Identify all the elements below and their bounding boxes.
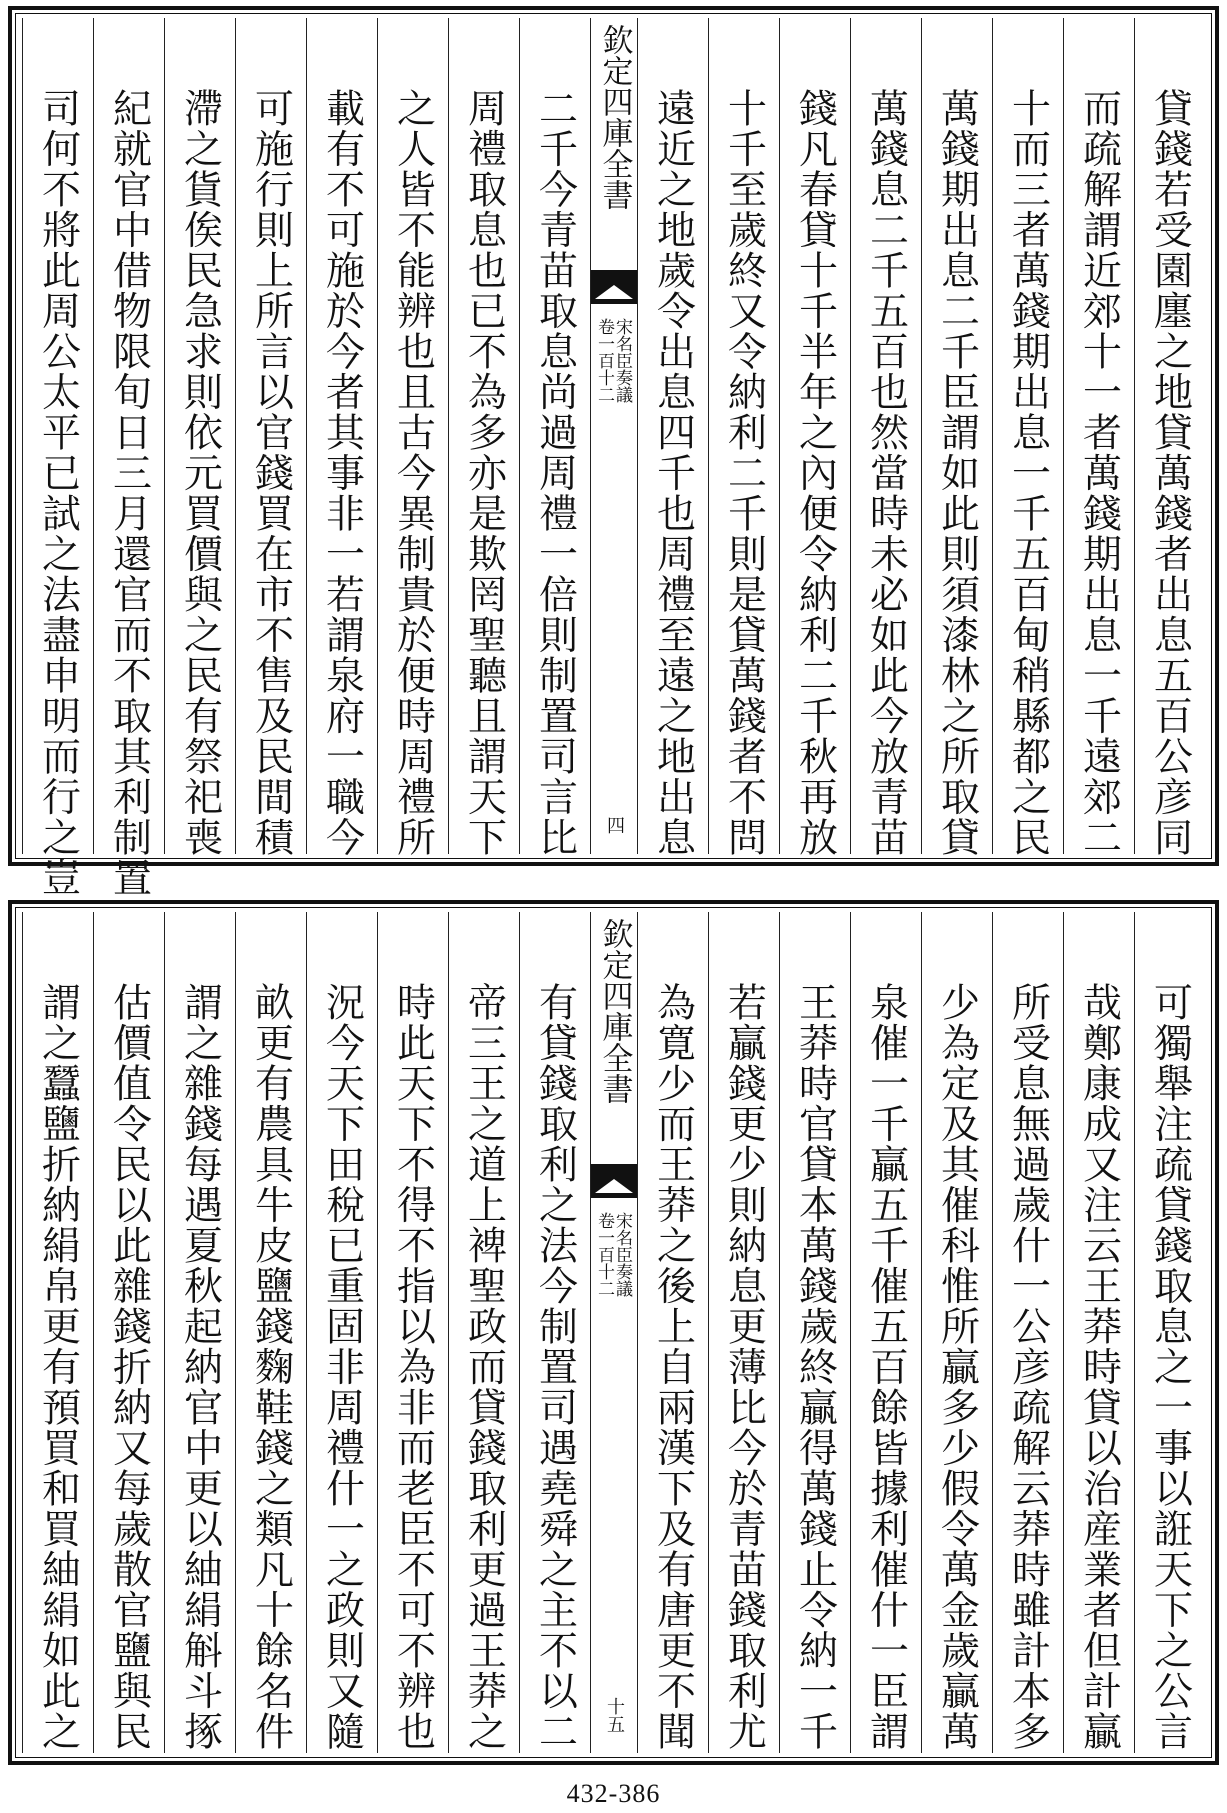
column-text: 十而三者萬錢期出息一千五百甸稍縣都之民 xyxy=(1005,88,1051,858)
text-column xyxy=(708,18,779,858)
upper-leaf xyxy=(8,6,1219,898)
column-text: 錢凡春貸十千半年之內便令納利二千秋再放 xyxy=(792,88,838,858)
text-column xyxy=(921,18,992,858)
lower-leaf xyxy=(8,900,1219,1765)
column-text: 周禮取息也已不為多亦是欺罔聖聽且謂天下 xyxy=(461,88,507,858)
column-text: 十千至歲終又令納利二千則是貸萬錢者不問 xyxy=(721,88,767,858)
collection-title: 宋名臣奏議 xyxy=(612,1212,632,1297)
text-column xyxy=(306,912,377,1753)
column-text: 謂之蠶鹽折納絹帛更有預買和買紬絹如此之 xyxy=(35,982,81,1752)
text-column xyxy=(164,912,235,1753)
text-column xyxy=(235,912,306,1753)
column-text: 哉鄭康成又注云王莽時貸以治産業者但計贏 xyxy=(1076,982,1122,1752)
fishtail-mark xyxy=(591,1164,637,1198)
text-column xyxy=(22,912,93,1753)
column-text: 二千今青苗取息尚過周禮一倍則制置司言比 xyxy=(532,88,578,858)
text-column xyxy=(1134,18,1205,858)
column-text: 況今天下田稅已重固非周禮什一之政則又隨 xyxy=(319,982,365,1752)
text-column xyxy=(235,18,306,858)
column-text: 遠近之地歲令出息四千也周禮至遠之地出息 xyxy=(650,88,696,858)
volume-number: 卷一百十二 xyxy=(594,318,614,403)
column-text: 可獨舉注疏貸錢取息之一事以誑天下之公言 xyxy=(1147,982,1193,1752)
column-text: 謂之雜錢每遇夏秋起納官中更以紬絹斛斗㧻 xyxy=(177,982,223,1752)
text-column xyxy=(1063,18,1134,858)
text-column xyxy=(377,18,448,858)
text-column xyxy=(377,912,448,1753)
text-column xyxy=(164,18,235,858)
text-column xyxy=(850,18,921,858)
column-text: 估價值令民以此雜錢折納又每歲散官鹽與民 xyxy=(106,982,152,1752)
text-column xyxy=(306,18,377,858)
column-text: 滯之貨俟民急求則依元買價與之民有祭祀喪 xyxy=(177,88,223,858)
collection-title: 宋名臣奏議 xyxy=(612,318,632,403)
column-text: 之人皆不能辨也且古今異制貴於便時周禮所 xyxy=(390,88,436,858)
column-text: 而疏解謂近郊十一者萬錢期出息一千遠郊二 xyxy=(1076,88,1122,858)
column-text: 時此天下不得不指以為非而老臣不可不辨也 xyxy=(390,982,436,1752)
center-margin-column xyxy=(590,912,637,1753)
text-column xyxy=(779,18,850,858)
column-text: 帝三王之道上裨聖政而貸錢取利更過王莽之 xyxy=(461,982,507,1752)
volume-number: 卷一百十二 xyxy=(594,1212,614,1297)
text-column xyxy=(93,18,164,898)
column-text: 泉催一千贏五千催五百餘皆據利催什一臣謂 xyxy=(863,982,909,1752)
text-column xyxy=(22,18,93,898)
lower-columns xyxy=(22,912,1205,1753)
text-column xyxy=(779,912,850,1753)
text-column xyxy=(992,18,1063,858)
text-column xyxy=(93,912,164,1753)
column-text: 萬錢息二千五百也然當時未必如此今放青苗 xyxy=(863,88,909,858)
column-text: 為寛少而王莽之後上自兩漢下及有唐更不聞 xyxy=(650,982,696,1752)
column-text: 少為定及其催科惟所贏多少假令萬金歲贏萬 xyxy=(934,982,980,1752)
text-column xyxy=(637,18,708,858)
book-title: 欽定四庫全書 xyxy=(596,24,633,210)
text-column xyxy=(519,18,590,858)
text-column xyxy=(448,912,519,1753)
column-text: 畝更有農具牛皮鹽錢麴鞋錢之類凡十餘名件 xyxy=(248,982,294,1752)
column-text: 若贏錢更少則納息更薄比今於青苗錢取利尤 xyxy=(721,982,767,1752)
text-column xyxy=(448,18,519,858)
upper-columns xyxy=(22,18,1205,898)
text-column xyxy=(637,912,708,1753)
text-column xyxy=(1063,912,1134,1753)
column-text: 紀就官中借物限旬日三月還官而不取其利制置 xyxy=(106,88,152,898)
column-text: 可施行則上所言以官錢買在市不售及民間積 xyxy=(248,88,294,858)
column-text: 載有不可施於今者其事非一若謂泉府一職今 xyxy=(319,88,365,858)
text-column xyxy=(519,912,590,1753)
text-column xyxy=(708,912,779,1753)
book-title: 欽定四庫全書 xyxy=(596,918,633,1104)
page-number: 432-386 xyxy=(566,1779,661,1808)
folio-number: 十五 xyxy=(604,1697,625,1733)
text-column xyxy=(921,912,992,1753)
center-margin-column xyxy=(590,18,637,854)
text-column xyxy=(992,912,1063,1753)
column-text: 貸錢若受園廛之地貸萬錢者出息五百公彦同 xyxy=(1147,88,1193,858)
column-text: 司何不將此周公太平已試之法盡申明而行之豈 xyxy=(35,88,81,898)
folio-number: 四 xyxy=(604,816,625,834)
column-text: 所受息無過歲什一公彦疏解云莽時雖計本多 xyxy=(1005,982,1051,1752)
fishtail-mark xyxy=(591,270,637,304)
text-column xyxy=(1134,912,1205,1753)
text-column xyxy=(850,912,921,1753)
column-text: 萬錢期出息二千臣謂如此則須漆林之所取貸 xyxy=(934,88,980,858)
column-text: 有貸錢取利之法今制置司遇堯舜之主不以二 xyxy=(532,982,578,1752)
column-text: 王莽時官貸本萬錢歲終贏得萬錢止令納一千 xyxy=(792,982,838,1752)
